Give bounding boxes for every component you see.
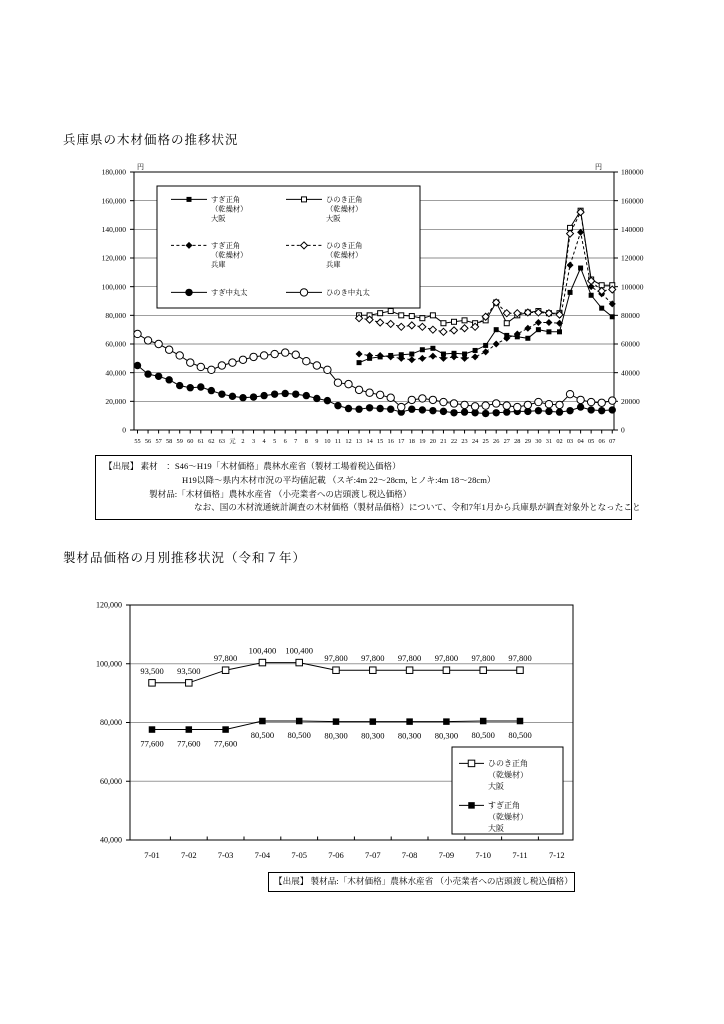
x-tick-label: 04 xyxy=(577,438,584,445)
x-tick-label: 7 xyxy=(294,438,298,445)
data-label: 80,500 xyxy=(508,730,532,741)
data-label: 80,500 xyxy=(287,730,311,741)
x-tick-label: 62 xyxy=(208,438,215,445)
x-tick-label: 17 xyxy=(398,438,405,445)
chart2-title: 製材品価格の月別推移状況（令和７年） xyxy=(63,551,307,565)
x-tick-label: 7-03 xyxy=(217,850,234,860)
series-5 xyxy=(134,330,616,411)
data-label: 80,300 xyxy=(324,730,348,741)
x-tick-label: 14 xyxy=(366,438,373,445)
legend-label: 大阪 xyxy=(488,782,504,791)
data-label: 80,300 xyxy=(361,730,385,741)
x-tick-label: 11 xyxy=(334,438,341,445)
series-4 xyxy=(134,362,616,417)
x-tick-label: 55 xyxy=(134,438,141,445)
y-tick-label: 120,000 xyxy=(101,253,126,263)
x-tick-label: 2 xyxy=(241,438,245,445)
legend-label: 大阪 xyxy=(326,214,341,224)
legend-label: （乾燥材） xyxy=(326,250,363,260)
chart2-source-box xyxy=(268,872,575,892)
x-tick-label: 59 xyxy=(176,438,183,445)
x-tick-label: 23 xyxy=(461,438,468,445)
y-tick-label: 120,000 xyxy=(96,600,122,610)
x-tick-label: 元 xyxy=(229,438,236,445)
y-tick-label: 40,000 xyxy=(105,368,126,378)
y-tick-label-right: 0 xyxy=(621,425,625,435)
x-tick-label: 15 xyxy=(377,438,384,445)
x-tick-label: 7-10 xyxy=(475,850,491,860)
y-tick-label-right: 120000 xyxy=(621,253,644,263)
y-tick-label-right: 140000 xyxy=(621,224,644,234)
data-label: 80,300 xyxy=(434,730,459,741)
data-label: 80,500 xyxy=(250,730,275,741)
x-tick-label: 61 xyxy=(197,438,204,445)
data-label: 97,800 xyxy=(324,653,348,664)
x-tick-label: 4 xyxy=(262,438,266,445)
x-tick-label: 07 xyxy=(609,438,616,445)
legend-label: 兵庫 xyxy=(326,260,341,270)
x-tick-label: 06 xyxy=(598,438,605,445)
x-tick-label: 16 xyxy=(387,438,394,445)
legend-label: すぎ正角 xyxy=(211,195,241,204)
x-tick-label: 7-12 xyxy=(549,850,565,860)
x-tick-label: 3 xyxy=(251,438,256,445)
source1-line1: 【出展】 素材 ：S46～H19「木材価格」農林水産省（製材工場着税込価格） xyxy=(104,461,401,471)
legend-label: ひのき正角 xyxy=(326,195,363,204)
data-label: 97,800 xyxy=(213,653,238,664)
data-label: 77,600 xyxy=(140,738,164,749)
y-tick-label: 140,000 xyxy=(101,224,126,234)
legend-label: 兵庫 xyxy=(211,260,226,270)
y-tick-label: 20,000 xyxy=(105,396,126,406)
x-tick-label: 56 xyxy=(144,438,152,445)
x-tick-label: 7-11 xyxy=(512,850,528,860)
y-tick-label-right: 180000 xyxy=(621,167,644,177)
x-tick-label: 7-09 xyxy=(438,850,455,860)
data-label: 97,800 xyxy=(434,653,459,664)
x-tick-label: 7-06 xyxy=(328,850,344,860)
series-0 xyxy=(140,646,531,687)
y-tick-label: 180,000 xyxy=(101,167,126,177)
y-tick-label: 0 xyxy=(122,425,126,435)
legend-label: （乾燥材） xyxy=(211,204,248,214)
x-tick-label: 6 xyxy=(283,438,287,445)
data-label: 100,400 xyxy=(248,645,277,656)
y-tick-label-right: 40000 xyxy=(621,368,640,378)
y-tick-label: 160,000 xyxy=(101,196,126,206)
y-tick-label-right: 80000 xyxy=(621,310,640,320)
legend-label: ひのき中丸太 xyxy=(326,288,370,297)
x-tick-label: 28 xyxy=(514,438,521,445)
data-label: 93,500 xyxy=(140,665,164,676)
y-tick-label: 100,000 xyxy=(101,282,126,292)
legend-label: ひのき正角 xyxy=(326,241,363,250)
x-tick-label: 30 xyxy=(535,438,542,445)
y-tick-label: 60,000 xyxy=(100,776,122,786)
x-tick-label: 22 xyxy=(450,438,458,445)
x-tick-label: 5 xyxy=(273,438,277,445)
chart1-source-box xyxy=(95,455,641,520)
x-tick-label: 24 xyxy=(471,438,479,445)
data-label: 97,800 xyxy=(471,653,495,664)
y-tick-label: 60,000 xyxy=(105,339,126,349)
x-tick-label: 7-05 xyxy=(291,850,307,860)
x-tick-label: 02 xyxy=(556,438,563,445)
x-tick-label: 63 xyxy=(218,438,226,445)
x-tick-label: 8 xyxy=(304,438,308,445)
x-tick-label: 29 xyxy=(524,438,531,445)
x-tick-label: 57 xyxy=(155,438,162,445)
x-tick-label: 7-04 xyxy=(254,850,271,860)
source2-text: 【出展】 製材品:「木材価格」農林水産省 （小売業者への店頭渡し税込価格） xyxy=(274,876,573,886)
data-label: 93,500 xyxy=(177,665,201,676)
y-tick-label-right: 160000 xyxy=(621,196,644,206)
legend-label: 大阪 xyxy=(211,214,226,224)
legend xyxy=(452,747,563,834)
unit-label-right: 円 xyxy=(595,163,602,171)
x-tick-label: 21 xyxy=(440,438,447,445)
y-tick-label-right: 20000 xyxy=(621,396,640,406)
data-label: 97,800 xyxy=(361,653,385,664)
data-label: 77,600 xyxy=(177,738,201,749)
legend-label: すぎ正角 xyxy=(211,241,241,250)
x-tick-label: 19 xyxy=(419,438,426,445)
y-tick-label-right: 100000 xyxy=(621,282,644,292)
monthly-sawn-timber-price-chart xyxy=(0,540,724,880)
x-tick-label: 7-02 xyxy=(181,850,197,860)
y-tick-label: 80,000 xyxy=(100,718,122,728)
x-tick-label: 13 xyxy=(355,438,363,445)
y-tick-label: 80,000 xyxy=(105,310,126,320)
y-tick-label-right: 60000 xyxy=(621,339,640,349)
x-tick-label: 10 xyxy=(324,438,331,445)
x-tick-label: 31 xyxy=(545,438,553,445)
x-tick-label: 27 xyxy=(503,438,510,445)
x-tick-label: 05 xyxy=(588,438,595,445)
legend-label: （乾燥材） xyxy=(211,250,248,260)
source1-line3: 製材品:「木材価格」農林水産省 （小売業者への店頭渡し税込価格） xyxy=(149,488,412,499)
legend-label: 大阪 xyxy=(488,824,504,833)
legend-label: （乾燥材） xyxy=(326,204,363,214)
x-tick-label: 58 xyxy=(166,438,173,445)
x-tick-label: 60 xyxy=(187,438,194,445)
unit-label-left: 円 xyxy=(137,163,144,171)
x-tick-label: 18 xyxy=(408,438,415,445)
x-tick-label: 7-07 xyxy=(365,850,381,860)
x-tick-label: 9 xyxy=(315,438,319,445)
data-label: 77,600 xyxy=(213,738,238,749)
x-tick-label: 25 xyxy=(482,438,489,445)
source1-line4: なお、国の木材流通統計調査の木材価格（製材品価格）について、令和7年1月から兵庫県が調査対象外となったこと xyxy=(194,502,641,513)
data-label: 97,800 xyxy=(508,653,532,664)
data-label: 80,500 xyxy=(471,730,495,741)
x-tick-label: 03 xyxy=(566,438,574,445)
data-label: 100,400 xyxy=(285,645,314,656)
chart1-title: 兵庫県の木材価格の推移状況 xyxy=(63,133,239,147)
data-label: 97,800 xyxy=(397,653,422,664)
legend-label: すぎ中丸太 xyxy=(211,288,248,297)
x-tick-label: 7-08 xyxy=(401,850,418,860)
source1-line2: H19以降～県内木材市況の平均値記載 （スギ:4m 22～28cm, ヒノキ:4m 18～28cm） xyxy=(182,474,496,485)
y-tick-label: 100,000 xyxy=(96,659,122,669)
legend-label: （乾燥材） xyxy=(488,812,528,822)
x-tick-label: 7-01 xyxy=(144,850,160,860)
x-tick-label: 12 xyxy=(345,438,352,445)
x-tick-label: 20 xyxy=(429,438,437,445)
legend xyxy=(157,186,420,308)
y-tick-label: 40,000 xyxy=(100,835,122,845)
legend-label: ひのき正角 xyxy=(488,759,528,768)
legend-label: すぎ正角 xyxy=(488,801,520,810)
x-tick-label: 26 xyxy=(493,438,500,445)
data-label: 80,300 xyxy=(397,730,422,741)
legend-label: （乾燥材） xyxy=(488,770,528,780)
